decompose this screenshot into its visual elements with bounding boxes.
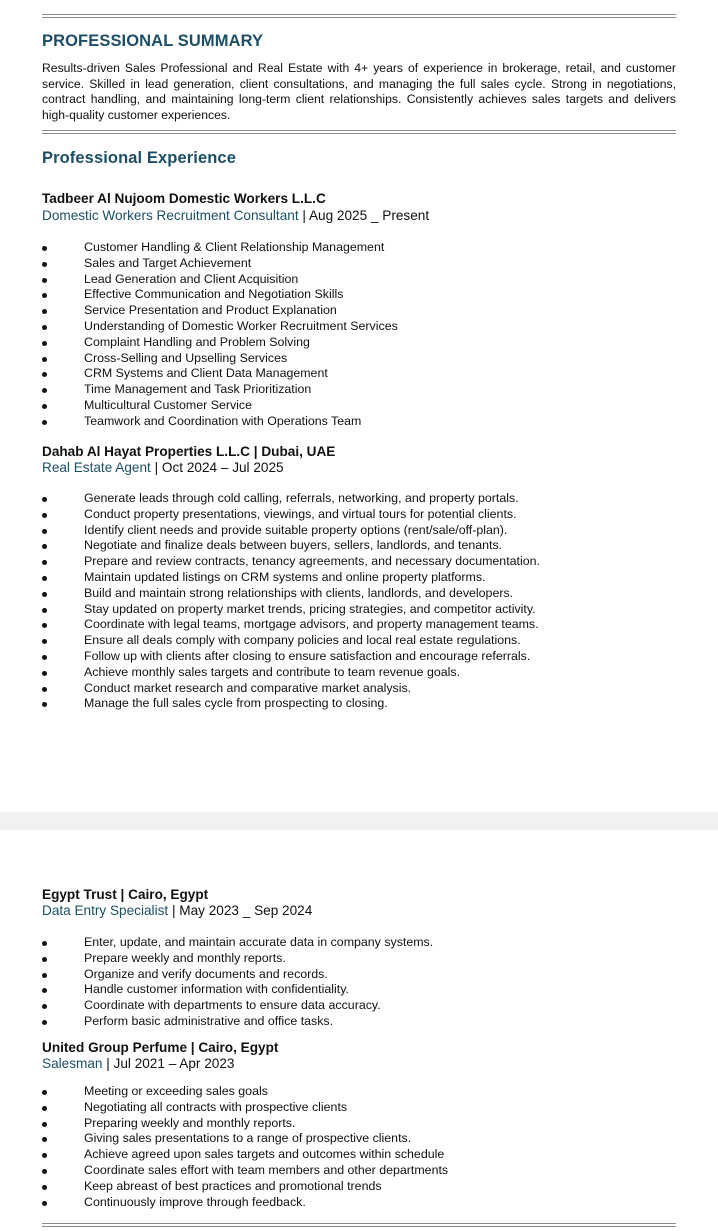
- list-item: Time Management and Task Prioritization: [42, 382, 398, 398]
- job-role: Salesman: [42, 1056, 103, 1071]
- list-item: Ensure all deals comply with company policies and local real estate regulations.: [42, 633, 540, 649]
- job-role-line: [42, 460, 284, 475]
- list-item: Complaint Handling and Problem Solving: [42, 335, 398, 351]
- list-item: Enter, update, and maintain accurate data in company systems.: [42, 935, 433, 951]
- job-company: Tadbeer Al Nujoom Domestic Workers L.L.C: [42, 191, 326, 206]
- list-item: Effective Communication and Negotiation Skills: [42, 287, 398, 303]
- list-item: CRM Systems and Client Data Management: [42, 366, 398, 382]
- list-item: Coordinate sales effort with team members and other departments: [42, 1163, 448, 1179]
- section-divider: [42, 1223, 676, 1227]
- job-company: United Group Perfume | Cairo, Egypt: [42, 1040, 279, 1055]
- list-item: Achieve monthly sales targets and contribute to team revenue goals.: [42, 665, 540, 681]
- list-item: Conduct market research and comparative market analysis.: [42, 681, 540, 697]
- list-item: Negotiate and finalize deals between buyers, sellers, landlords, and tenants.: [42, 538, 540, 554]
- list-item: Generate leads through cold calling, referrals, networking, and property portals.: [42, 491, 540, 507]
- job-dates: | May 2023 _ Sep 2024: [168, 903, 313, 918]
- list-item: Lead Generation and Client Acquisition: [42, 272, 398, 288]
- list-item: Stay updated on property market trends, pricing strategies, and competitor activity.: [42, 602, 540, 618]
- list-item: Achieve agreed upon sales targets and outcomes within schedule: [42, 1147, 448, 1163]
- job-company: Egypt Trust | Cairo, Egypt: [42, 887, 209, 902]
- list-item: Coordinate with legal teams, mortgage advisors, and property management teams.: [42, 617, 540, 633]
- job-role: Data Entry Specialist: [42, 903, 169, 918]
- summary-text: Results-driven Sales Professional and Real Estate with 4+ years of experience in brokerage, retail, and customer service. Skilled in lead generation, client consultations, and managing the full sales cycle. Strong in negotiations, contract handling, and maintaining long-term client relationships. Consistently achieves sales targets and delivers high-quality customer experiences.: [42, 61, 676, 123]
- list-item: Cross-Selling and Upselling Services: [42, 351, 398, 367]
- job-role: Domestic Workers Recruitment Consultant: [42, 208, 299, 223]
- job-role-line: [42, 903, 312, 918]
- job-duties-list: [42, 240, 398, 430]
- section-divider: [42, 130, 676, 134]
- list-item: Organize and verify documents and records.: [42, 967, 433, 983]
- section-divider: [42, 14, 676, 18]
- list-item: Understanding of Domestic Worker Recruitment Services: [42, 319, 398, 335]
- list-item: Follow up with clients after closing to ensure satisfaction and encourage referrals.: [42, 649, 540, 665]
- list-item: Multicultural Customer Service: [42, 398, 398, 414]
- list-item: Sales and Target Achievement: [42, 256, 398, 272]
- list-item: Manage the full sales cycle from prospecting to closing.: [42, 696, 540, 712]
- job-role-line: [42, 1056, 234, 1071]
- list-item: Customer Handling & Client Relationship Management: [42, 240, 398, 256]
- job-role-line: [42, 208, 429, 223]
- job-role: Real Estate Agent: [42, 460, 151, 475]
- job-company: Dahab Al Hayat Properties L.L.C | Dubai, UAE: [42, 444, 336, 459]
- list-item: Identify client needs and provide suitable property options (rent/sale/off-plan).: [42, 523, 540, 539]
- list-item: Handle customer information with confidentiality.: [42, 982, 433, 998]
- job-dates: | Aug 2025 _ Present: [298, 208, 430, 223]
- summary-heading: PROFESSIONAL SUMMARY: [42, 32, 264, 50]
- list-item: Coordinate with departments to ensure data accuracy.: [42, 998, 433, 1014]
- list-item: Build and maintain strong relationships with clients, landlords, and developers.: [42, 586, 540, 602]
- list-item: Preparing weekly and monthly reports.: [42, 1116, 448, 1132]
- job-dates: | Oct 2024 – Jul 2025: [150, 460, 284, 475]
- job-duties-list: [42, 935, 433, 1030]
- list-item: Negotiating all contracts with prospective clients: [42, 1100, 448, 1116]
- list-item: Perform basic administrative and office tasks.: [42, 1014, 433, 1030]
- experience-heading: Professional Experience: [42, 149, 236, 167]
- list-item: Keep abreast of best practices and promotional trends: [42, 1179, 448, 1195]
- list-item: Prepare weekly and monthly reports.: [42, 951, 433, 967]
- list-item: Teamwork and Coordination with Operations Team: [42, 414, 398, 430]
- job-dates: | Jul 2021 – Apr 2023: [102, 1056, 235, 1071]
- list-item: Conduct property presentations, viewings, and virtual tours for potential clients.: [42, 507, 540, 523]
- list-item: Maintain updated listings on CRM systems and online property platforms.: [42, 570, 540, 586]
- list-item: Meeting or exceeding sales goals: [42, 1084, 448, 1100]
- resume-page-2: [0, 830, 718, 1231]
- job-duties-list: [42, 491, 540, 712]
- list-item: Prepare and review contracts, tenancy agreements, and necessary documentation.: [42, 554, 540, 570]
- list-item: Giving sales presentations to a range of prospective clients.: [42, 1131, 448, 1147]
- list-item: Service Presentation and Product Explanation: [42, 303, 398, 319]
- list-item: Continuously improve through feedback.: [42, 1195, 448, 1211]
- job-duties-list: [42, 1084, 448, 1210]
